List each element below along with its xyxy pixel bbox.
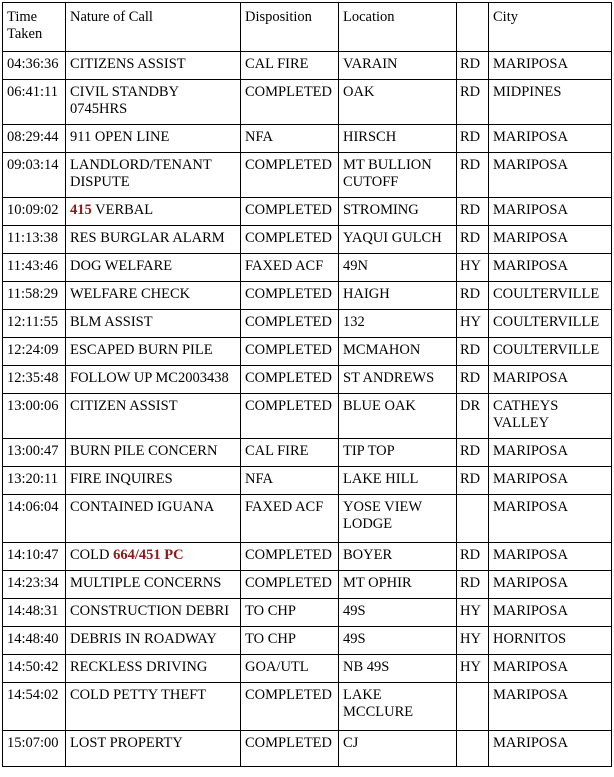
nature-cell [66, 254, 241, 282]
city-cell: MARIPOSA [489, 439, 612, 467]
disposition-cell: COMPLETED [241, 310, 339, 338]
nature-text-rest: VERBAL [91, 202, 154, 218]
location-cell: 132 [339, 310, 457, 338]
time-cell: 14:06:04 [3, 495, 66, 543]
table-row [3, 80, 612, 125]
nature-text: 911 OPEN LINE [70, 129, 170, 145]
nature-text: DOG WELFARE [70, 258, 173, 274]
location-cell: HIRSCH [339, 125, 457, 153]
nature-text: RES BURGLAR ALARM [70, 230, 225, 246]
location-cell: LAKE HILL [339, 467, 457, 495]
location-cell: NB 49S [339, 655, 457, 683]
road-type-cell: HY [457, 599, 489, 627]
nature-cell [66, 655, 241, 683]
table-row [3, 226, 612, 254]
header-disposition: Disposition [241, 3, 339, 52]
road-type-cell: HY [457, 310, 489, 338]
disposition-cell: COMPLETED [241, 683, 339, 731]
time-cell: 11:13:38 [3, 226, 66, 254]
table-row [3, 627, 612, 655]
table-row [3, 153, 612, 198]
time-cell: 13:20:11 [3, 467, 66, 495]
disposition-cell: COMPLETED [241, 366, 339, 394]
city-cell: MARIPOSA [489, 543, 612, 571]
penal-code-highlight: 415 [70, 202, 92, 218]
city-cell: MARIPOSA [489, 198, 612, 226]
table-row [3, 394, 612, 439]
time-cell: 12:24:09 [3, 338, 66, 366]
location-cell: 49N [339, 254, 457, 282]
time-cell: 13:00:06 [3, 394, 66, 439]
penal-code-highlight: 664/451 PC [113, 547, 184, 563]
nature-text: CONTAINED IGUANA [70, 499, 215, 515]
location-cell: YAQUI GULCH [339, 226, 457, 254]
nature-cell [66, 683, 241, 731]
table-row [3, 198, 612, 226]
location-cell: STROMING [339, 198, 457, 226]
road-type-cell: RD [457, 338, 489, 366]
road-type-cell: RD [457, 467, 489, 495]
nature-text: CITIZENS ASSIST [70, 56, 186, 72]
location-cell: VARAIN [339, 52, 457, 80]
disposition-cell: COMPLETED [241, 80, 339, 125]
table-row [3, 655, 612, 683]
location-cell: BOYER [339, 543, 457, 571]
road-type-cell: RD [457, 571, 489, 599]
nature-text: DEBRIS IN ROADWAY [70, 631, 217, 647]
table-row [3, 282, 612, 310]
nature-cell [66, 467, 241, 495]
road-type-cell: RD [457, 366, 489, 394]
disposition-cell: NFA [241, 125, 339, 153]
nature-cell [66, 495, 241, 543]
time-cell: 09:03:14 [3, 153, 66, 198]
header-city: City [489, 3, 612, 52]
time-cell: 14:48:40 [3, 627, 66, 655]
nature-cell [66, 366, 241, 394]
road-type-cell: RD [457, 153, 489, 198]
table-row [3, 310, 612, 338]
nature-cell [66, 125, 241, 153]
location-cell: 49S [339, 599, 457, 627]
disposition-cell: COMPLETED [241, 543, 339, 571]
table-body [3, 52, 612, 767]
call-log-table [2, 2, 612, 767]
nature-cell [66, 543, 241, 571]
city-cell: MARIPOSA [489, 125, 612, 153]
city-cell: MARIPOSA [489, 366, 612, 394]
nature-text: COLD PETTY THEFT [70, 687, 207, 703]
table-row [3, 495, 612, 543]
header-time-taken: Time Taken [3, 3, 66, 52]
nature-text: WELFARE CHECK [70, 286, 191, 302]
time-cell: 14:50:42 [3, 655, 66, 683]
time-cell: 14:54:02 [3, 683, 66, 731]
nature-cell [66, 282, 241, 310]
time-cell: 10:09:02 [3, 198, 66, 226]
time-cell: 04:36:36 [3, 52, 66, 80]
city-cell: MARIPOSA [489, 655, 612, 683]
time-cell: 11:43:46 [3, 254, 66, 282]
road-type-cell [457, 495, 489, 543]
nature-text: CONSTRUCTION DEBRI [70, 603, 230, 619]
city-cell: COULTERVILLE [489, 338, 612, 366]
time-cell: 15:07:00 [3, 731, 66, 767]
city-cell: MARIPOSA [489, 226, 612, 254]
table-row [3, 543, 612, 571]
disposition-cell: COMPLETED [241, 394, 339, 439]
road-type-cell: HY [457, 655, 489, 683]
nature-cell [66, 439, 241, 467]
location-cell: MT BULLION CUTOFF [339, 153, 457, 198]
disposition-cell: GOA/UTL [241, 655, 339, 683]
road-type-cell: RD [457, 226, 489, 254]
disposition-cell: NFA [241, 467, 339, 495]
disposition-cell: COMPLETED [241, 731, 339, 767]
nature-text: LANDLORD/TENANT DISPUTE [70, 157, 212, 190]
location-cell: MT OPHIR [339, 571, 457, 599]
nature-cell [66, 627, 241, 655]
table-row [3, 125, 612, 153]
nature-text: LOST PROPERTY [70, 735, 183, 751]
header-road-type [457, 3, 489, 52]
nature-cell [66, 571, 241, 599]
disposition-cell: FAXED ACF [241, 495, 339, 543]
road-type-cell: HY [457, 627, 489, 655]
nature-text: COLD [70, 547, 114, 563]
road-type-cell: RD [457, 52, 489, 80]
location-cell: OAK [339, 80, 457, 125]
disposition-cell: COMPLETED [241, 338, 339, 366]
table-row [3, 52, 612, 80]
city-cell: COULTERVILLE [489, 282, 612, 310]
time-cell: 13:00:47 [3, 439, 66, 467]
table-row [3, 571, 612, 599]
location-cell: LAKE MCCLURE [339, 683, 457, 731]
disposition-cell: COMPLETED [241, 571, 339, 599]
city-cell: MARIPOSA [489, 599, 612, 627]
disposition-cell: COMPLETED [241, 282, 339, 310]
table-row [3, 731, 612, 767]
header-location: Location [339, 3, 457, 52]
city-cell: MARIPOSA [489, 495, 612, 543]
table-header-row [3, 3, 612, 52]
city-cell: MARIPOSA [489, 467, 612, 495]
disposition-cell: TO CHP [241, 599, 339, 627]
location-cell: ST ANDREWS [339, 366, 457, 394]
nature-text: RECKLESS DRIVING [70, 659, 208, 675]
disposition-cell: COMPLETED [241, 226, 339, 254]
nature-text: ESCAPED BURN PILE [70, 342, 213, 358]
nature-cell [66, 731, 241, 767]
nature-cell [66, 338, 241, 366]
nature-cell [66, 153, 241, 198]
nature-cell [66, 599, 241, 627]
location-cell: HAIGH [339, 282, 457, 310]
location-cell: TIP TOP [339, 439, 457, 467]
nature-text: FIRE INQUIRES [70, 471, 173, 487]
disposition-cell: COMPLETED [241, 198, 339, 226]
road-type-cell: HY [457, 254, 489, 282]
road-type-cell [457, 683, 489, 731]
header-nature-of-call: Nature of Call [66, 3, 241, 52]
table-row [3, 439, 612, 467]
table-row [3, 683, 612, 731]
disposition-cell: COMPLETED [241, 153, 339, 198]
nature-cell [66, 310, 241, 338]
city-cell: MARIPOSA [489, 254, 612, 282]
road-type-cell: RD [457, 543, 489, 571]
road-type-cell: RD [457, 198, 489, 226]
city-cell: CATHEYS VALLEY [489, 394, 612, 439]
nature-text: CITIZEN ASSIST [70, 398, 178, 414]
time-cell: 08:29:44 [3, 125, 66, 153]
disposition-cell: FAXED ACF [241, 254, 339, 282]
time-cell: 11:58:29 [3, 282, 66, 310]
disposition-cell: TO CHP [241, 627, 339, 655]
time-cell: 14:23:34 [3, 571, 66, 599]
table-row [3, 254, 612, 282]
city-cell: COULTERVILLE [489, 310, 612, 338]
table-row [3, 338, 612, 366]
disposition-cell: CAL FIRE [241, 439, 339, 467]
nature-text: BLM ASSIST [70, 314, 153, 330]
nature-text: CIVIL STANDBY 0745HRS [70, 84, 179, 117]
location-cell: 49S [339, 627, 457, 655]
city-cell: MARIPOSA [489, 731, 612, 767]
nature-text: BURN PILE CONCERN [70, 443, 218, 459]
city-cell: MIDPINES [489, 80, 612, 125]
road-type-cell: DR [457, 394, 489, 439]
time-cell: 06:41:11 [3, 80, 66, 125]
city-cell: MARIPOSA [489, 571, 612, 599]
road-type-cell [457, 731, 489, 767]
nature-cell [66, 198, 241, 226]
location-cell: BLUE OAK [339, 394, 457, 439]
road-type-cell: RD [457, 439, 489, 467]
disposition-cell: CAL FIRE [241, 52, 339, 80]
time-cell: 12:35:48 [3, 366, 66, 394]
nature-cell [66, 80, 241, 125]
city-cell: MARIPOSA [489, 683, 612, 731]
time-cell: 14:10:47 [3, 543, 66, 571]
table-row [3, 366, 612, 394]
nature-cell [66, 52, 241, 80]
nature-text: FOLLOW UP MC2003438 [70, 370, 229, 386]
nature-cell [66, 394, 241, 439]
nature-cell [66, 226, 241, 254]
table-row [3, 467, 612, 495]
table-row [3, 599, 612, 627]
road-type-cell: RD [457, 125, 489, 153]
nature-text: MULTIPLE CONCERNS [70, 575, 222, 591]
time-cell: 12:11:55 [3, 310, 66, 338]
location-cell: YOSE VIEW LODGE [339, 495, 457, 543]
city-cell: MARIPOSA [489, 153, 612, 198]
time-cell: 14:48:31 [3, 599, 66, 627]
location-cell: MCMAHON [339, 338, 457, 366]
city-cell: HORNITOS [489, 627, 612, 655]
city-cell: MARIPOSA [489, 52, 612, 80]
road-type-cell: RD [457, 80, 489, 125]
road-type-cell: RD [457, 282, 489, 310]
location-cell: CJ [339, 731, 457, 767]
